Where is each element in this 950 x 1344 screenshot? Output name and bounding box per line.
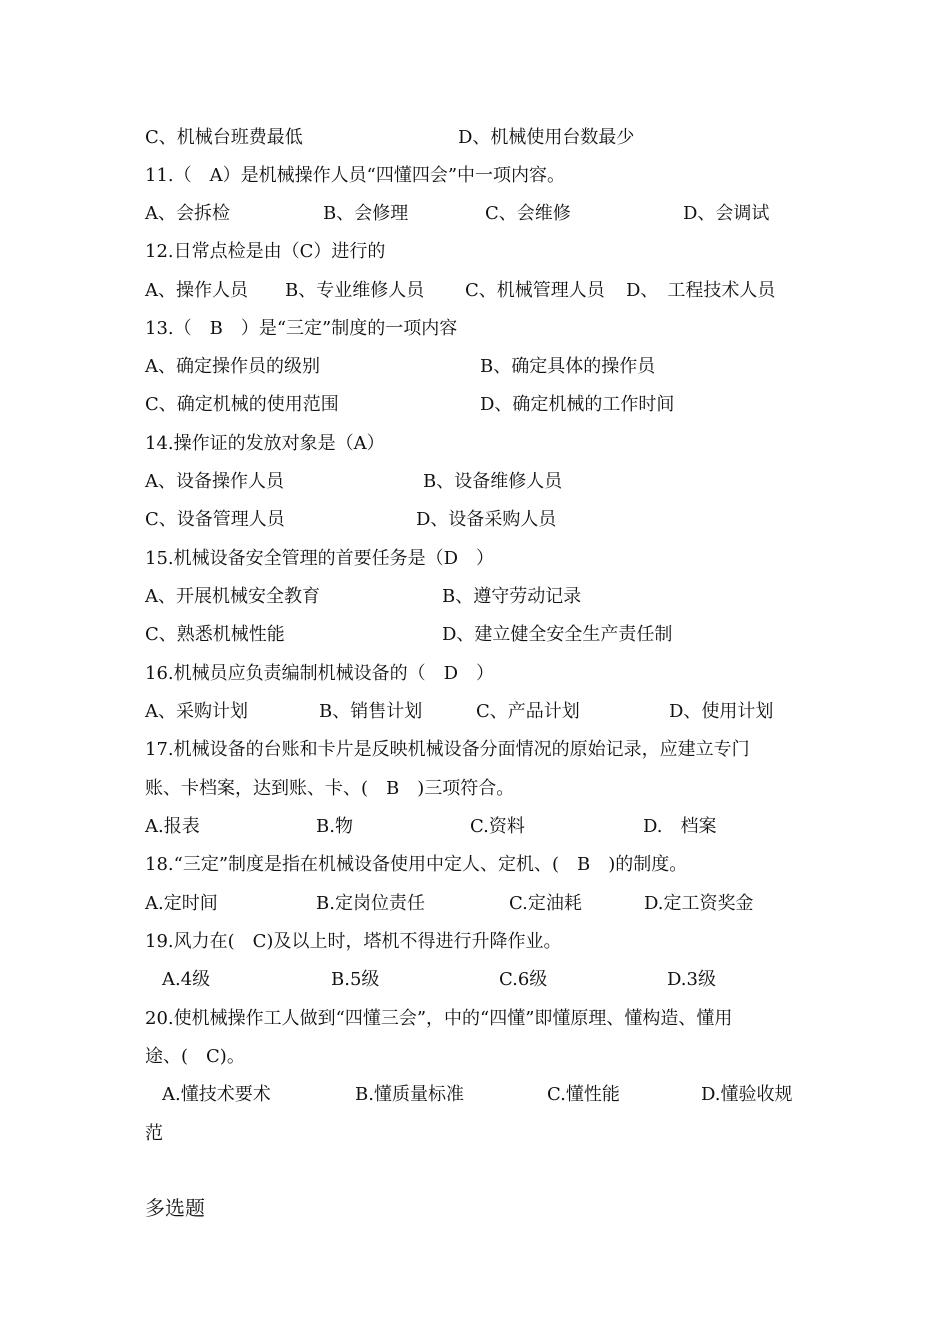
option-b: B、专业维修人员 [285, 280, 425, 301]
question-15: 15.机械设备安全管理的首要任务是（D ） [145, 548, 495, 569]
option-c: C.定油耗 [509, 893, 582, 914]
option-b: B.定岗位责任 [316, 893, 425, 914]
question-20-continued: 途、( C)。 [145, 1046, 245, 1067]
option-b: B.物 [316, 816, 353, 837]
option-a: A.报表 [145, 816, 200, 837]
question-17-continued: 账、卡档案，达到账、卡、( B )三项符合。 [145, 778, 515, 799]
option-d: D. 档案 [643, 816, 717, 837]
option-c: C、设备管理人员 [145, 509, 285, 530]
question-17: 17.机械设备的台账和卡片是反映机械设备分面情况的原始记录，应建立专门 [145, 739, 750, 760]
option-c: C、会维修 [485, 203, 571, 224]
option-d: D、 工程技术人员 [626, 280, 776, 301]
option-a: A.4级 [162, 969, 211, 990]
option-d: D、机械使用台数最少 [458, 127, 635, 148]
question-18: 18.“三定”制度是指在机械设备使用中定人、定机、( B )的制度。 [145, 854, 688, 875]
option-b: B、会修理 [323, 203, 409, 224]
option-c: C、熟悉机械性能 [145, 624, 285, 645]
option-a: A、采购计划 [145, 701, 248, 722]
option-d: D、使用计划 [669, 701, 774, 722]
option-a: A、设备操作人员 [145, 471, 284, 492]
option-c: C.资料 [470, 816, 525, 837]
option-b: B、销售计划 [319, 701, 423, 722]
option-d: D.3级 [667, 969, 716, 990]
option-d: D、建立健全安全生产责任制 [442, 624, 673, 645]
option-c: C、机械管理人员 [465, 280, 605, 301]
option-a: A.懂技术要术 [162, 1084, 271, 1105]
section-heading: 多选题 [145, 1196, 205, 1220]
option-d: D.定工资奖金 [644, 893, 754, 914]
option-a: A、操作人员 [145, 280, 248, 301]
option-c: C.6级 [499, 969, 548, 990]
option-d-continued: 范 [145, 1123, 163, 1144]
option-a: A、会拆检 [145, 203, 230, 224]
question-20: 20.使机械操作工人做到“四懂三会”，中的“四懂”即懂原理、懂构造、懂用 [145, 1008, 733, 1029]
option-a: A.定时间 [145, 893, 218, 914]
option-b: B.5级 [331, 969, 380, 990]
option-c: C、确定机械的使用范围 [145, 394, 339, 415]
option-d: D、设备采购人员 [416, 509, 557, 530]
option-b: B、设备维修人员 [423, 471, 563, 492]
option-a: A、开展机械安全教育 [145, 586, 320, 607]
question-12: 12.日常点检是由（C）进行的 [145, 241, 386, 262]
question-16: 16.机械员应负责编制机械设备的（ D ） [145, 663, 495, 684]
option-a: A、确定操作员的级别 [145, 356, 320, 377]
option-b: B、遵守劳动记录 [442, 586, 582, 607]
option-c: C.懂性能 [547, 1084, 620, 1105]
option-b: B.懂质量标准 [355, 1084, 464, 1105]
option-b: B、确定具体的操作员 [480, 356, 656, 377]
question-13: 13.（ B ）是“三定”制度的一项内容 [145, 318, 458, 339]
question-19: 19.风力在( C)及以上时，塔机不得进行升降作业。 [145, 931, 562, 952]
option-d: D、确定机械的工作时间 [480, 394, 675, 415]
question-14: 14.操作证的发放对象是（A） [145, 433, 385, 454]
question-11: 11.（ A）是机械操作人员“四懂四会”中一项内容。 [145, 165, 566, 186]
option-d: D.懂验收规 [701, 1084, 793, 1105]
option-d: D、会调试 [683, 203, 770, 224]
option-c: C、机械台班费最低 [145, 127, 303, 148]
option-c: C、产品计划 [476, 701, 580, 722]
